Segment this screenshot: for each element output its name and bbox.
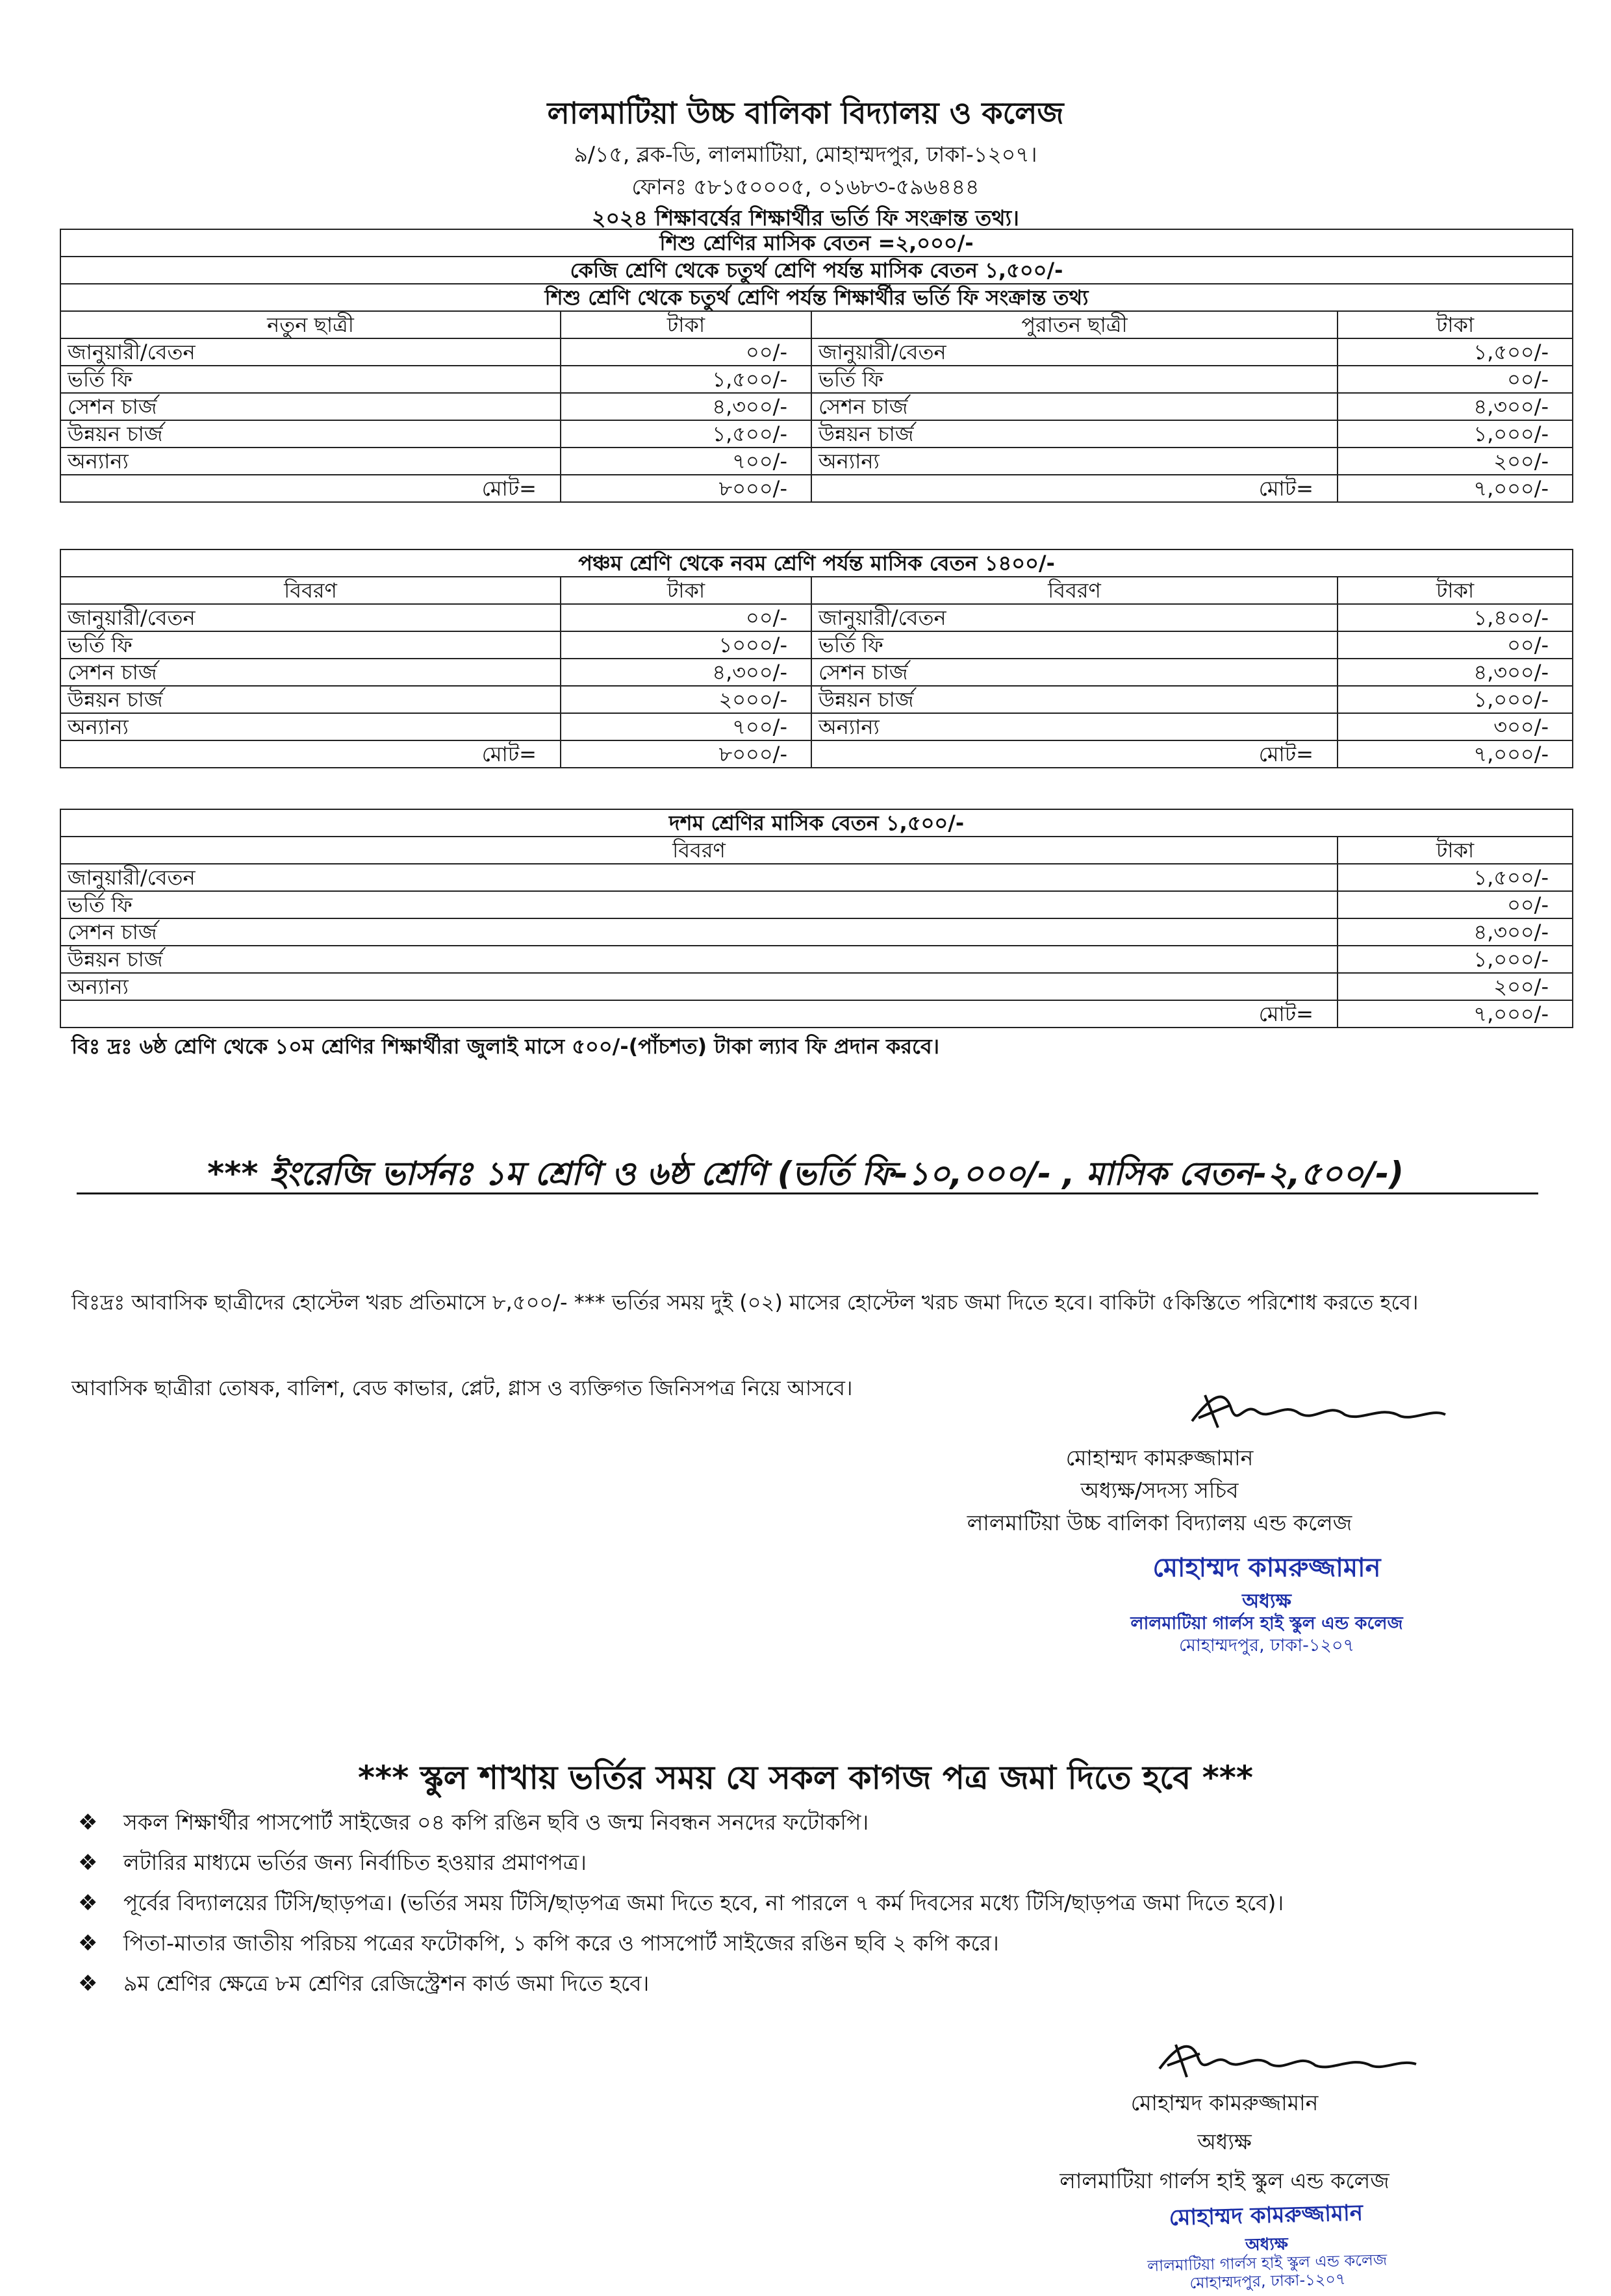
fee-amount: ০০/- (561, 604, 811, 631)
total-label: মোট= (60, 740, 561, 768)
items-note: আবাসিক ছাত্রীরা তোষক, বালিশ, বেড কাভার, প্লেট, গ্লাস ও ব্যক্তিগত জিনিসপত্র নিয়ে আসবে। (71, 1376, 853, 1400)
fee-label: জানুয়ারী/বেতন (60, 604, 561, 631)
hostel-note: বিঃদ্রঃ আবাসিক ছাত্রীদের হোস্টেল খরচ প্রতিমাসে ৮,৫০০/- *** ভর্তির সময় দুই (০২) মাসের হোস্টেল খরচ জমা দিতে হবে। বাকিটা ৫কিস্তিতে পরিশোধ করতে হবে। (71, 1290, 1419, 1315)
document-subtitle: ২০২৪ শিক্ষাবর্ষের শিক্ষার্থীর ভর্তি ফি সংক্রান্ত তথ্য। (592, 205, 1019, 231)
stamp-name: মোহাম্মদ কামরুজ্জামান (1152, 1553, 1381, 1583)
fee-label: অন্যান্য (811, 448, 1338, 475)
fee-amount: ৪,৩০০/- (1338, 918, 1573, 946)
institution-phone: ফোনঃ ৫৮১৫০০০৫, ০১৬৮৩-৫৯৬৪৪৪ (631, 174, 980, 199)
stamp-address: মোহাম্মদপুর, ঢাকা-১২০৭ (1189, 2269, 1346, 2293)
total-label: মোট= (811, 475, 1338, 502)
table-row (60, 973, 1573, 1000)
signatory-title: অধ্যক্ষ (1197, 2129, 1252, 2154)
fee-amount: ০০/- (561, 338, 811, 366)
table-total-row (60, 740, 1573, 768)
fee-label: ভর্তি ফি (60, 631, 561, 659)
fee-amount: ৭০০/- (561, 713, 811, 740)
fee-label: উন্নয়ন চার্জ (811, 420, 1338, 448)
fee-amount: ২০০০/- (561, 686, 811, 713)
institution-address: ৯/১৫, ব্লক-ডি, লালমাটিয়া, মোহাম্মদপুর, ঢাকা-১২০৭। (574, 142, 1037, 167)
table-banner: কেজি শ্রেণি থেকে চতুর্থ শ্রেণি পর্যন্ত মাসিক বেতন ১,৫০০/- (60, 257, 1573, 284)
signatory-title: অধ্যক্ষ/সদস্য সচিব (1080, 1478, 1239, 1503)
fee-label: সেশন চার্জ (60, 393, 561, 420)
list-item-text: পূর্বের বিদ্যালয়ের টিসি/ছাড়পত্র। (ভর্তির সময় টিসি/ছাড়পত্র জমা দিতে হবে, না পারলে ৭ কর্ম দিবসের মধ্যে টিসি/ছাড়পত্র জমা দিতে হবে)। (123, 1890, 1284, 1915)
fee-label: ভর্তি ফি (60, 891, 1338, 918)
column-header: টাকা (1338, 577, 1573, 604)
documents-title: *** স্কুল শাখায় ভর্তির সময় যে সকল কাগজ পত্র জমা দিতে হবে *** (357, 1759, 1254, 1797)
fee-amount: ১,০০০/- (1338, 946, 1573, 973)
stamp-title: অধ্যক্ষ (1242, 1590, 1291, 1613)
fee-table-class5-to-class9 (60, 549, 1573, 768)
column-header: বিবরণ (60, 577, 561, 604)
fee-label: জানুয়ারী/বেতন (60, 338, 561, 366)
total-amount: ৭,০০০/- (1338, 1000, 1573, 1028)
fee-table-nursery-to-class4 (60, 229, 1573, 503)
column-header: বিবরণ (60, 837, 1338, 864)
table-banner-row (60, 257, 1573, 284)
table-row (60, 366, 1573, 393)
diamond-bullet-icon: ❖ (78, 1850, 98, 1876)
fee-label: অন্যান্য (60, 973, 1338, 1000)
list-item (78, 1883, 1572, 1923)
signature-scrawl-icon (1153, 2033, 1426, 2085)
column-header: পুরাতন ছাত্রী (811, 311, 1338, 338)
column-header: বিবরণ (811, 577, 1338, 604)
fee-label: সেশন চার্জ (811, 659, 1338, 686)
signature-block-2 (900, 2084, 1549, 2201)
table-total-row (60, 475, 1573, 502)
table-header-row (60, 837, 1573, 864)
fee-amount: ৪,৩০০/- (1338, 393, 1573, 420)
fee-label: সেশন চার্জ (60, 918, 1338, 946)
stamp-address: মোহাম্মদপুর, ঢাকা-১২০৭ (1178, 1635, 1355, 1656)
table-banner: দশম শ্রেণির মাসিক বেতন ১,৫০০/- (60, 809, 1573, 837)
table-header-row (60, 577, 1573, 604)
fee-label: অন্যান্য (60, 448, 561, 475)
fee-label: অন্যান্য (811, 713, 1338, 740)
fee-label: ভর্তি ফি (811, 631, 1338, 659)
fee-label: উন্নয়ন চার্জ (60, 946, 1338, 973)
table-banner: শিশু শ্রেণির মাসিক বেতন =২,০০০/- (60, 229, 1573, 257)
table-banner: পঞ্চম শ্রেণি থেকে নবম শ্রেণি পর্যন্ত মাসিক বেতন ১৪০০/- (60, 549, 1573, 577)
table-banner-row (60, 549, 1573, 577)
fee-amount: ৪,৩০০/- (561, 659, 811, 686)
total-amount: ৭,০০০/- (1338, 740, 1573, 768)
fee-amount: ১০০০/- (561, 631, 811, 659)
signatory-org: লালমাটিয়া গার্লস হাই স্কুল এন্ড কলেজ (1059, 2168, 1389, 2193)
principal-stamp-2 (1038, 2193, 1495, 2296)
table-banner-row (60, 809, 1573, 837)
diamond-bullet-icon: ❖ (78, 1810, 98, 1836)
column-header: নতুন ছাত্রী (60, 311, 561, 338)
principal-stamp-1 (1039, 1547, 1494, 1657)
column-header: টাকা (561, 311, 811, 338)
table-row (60, 338, 1573, 366)
fee-table-class10 (60, 809, 1573, 1028)
fee-label: জানুয়ারী/বেতন (811, 338, 1338, 366)
table-row (60, 686, 1573, 713)
table-row (60, 946, 1573, 973)
list-item (78, 1923, 1572, 1963)
diamond-bullet-icon: ❖ (78, 1930, 98, 1956)
diamond-bullet-icon: ❖ (78, 1971, 98, 1997)
signatory-org: লালমাটিয়া উচ্চ বালিকা বিদ্যালয় এন্ড কলেজ (967, 1510, 1352, 1535)
fee-amount: ৭০০/- (561, 448, 811, 475)
column-header: টাকা (1338, 311, 1573, 338)
table-row (60, 659, 1573, 686)
institution-name: লালমাটিয়া উচ্চ বালিকা বিদ্যালয় ও কলেজ (547, 95, 1064, 131)
fee-label: উন্নয়ন চার্জ (60, 420, 561, 448)
table-banner-row (60, 229, 1573, 257)
english-version-note: *** ইংরেজি ভার্সনঃ ১ম শ্রেণি ও ৬ষ্ঠ শ্রেণি (ভর্তি ফি-১০,০০০/- , মাসিক বেতন-২,৫০০/-) (207, 1155, 1404, 1192)
fee-amount: ১,০০০/- (1338, 420, 1573, 448)
stamp-title: অধ্যক্ষ (1245, 2234, 1289, 2255)
list-item (78, 1802, 1572, 1843)
table-total-row (60, 1000, 1573, 1028)
stamp-name: মোহাম্মদ কামরুজ্জামান (1169, 2200, 1364, 2231)
list-item-text: পিতা-মাতার জাতীয় পরিচয় পত্রের ফটোকপি, ১ কপি করে ও পাসপোর্ট সাইজের রঙিন ছবি ২ কপি করে। (123, 1930, 999, 1956)
table-banner-row (60, 284, 1573, 311)
table-row (60, 448, 1573, 475)
total-label: মোট= (811, 740, 1338, 768)
fee-amount: ৩০০/- (1338, 713, 1573, 740)
fee-label: জানুয়ারী/বেতন (60, 864, 1338, 891)
total-label: মোট= (60, 1000, 1338, 1028)
fee-label: উন্নয়ন চার্জ (811, 686, 1338, 713)
list-item-text: সকল শিক্ষার্থীর পাসপোর্ট সাইজের ০৪ কপি রঙিন ছবি ও জন্ম নিবন্ধন সনদের ফটোকপি। (123, 1810, 869, 1835)
table-row (60, 604, 1573, 631)
fee-amount: ০০/- (1338, 631, 1573, 659)
fee-label: উন্নয়ন চার্জ (60, 686, 561, 713)
fee-amount: ১,৫০০/- (561, 420, 811, 448)
table-row (60, 864, 1573, 891)
fee-label: ভর্তি ফি (60, 366, 561, 393)
fee-label: সেশন চার্জ (60, 659, 561, 686)
total-amount: ৮০০০/- (561, 740, 811, 768)
documents-list (78, 1802, 1572, 2004)
table-row (60, 420, 1573, 448)
signatory-name: মোহাম্মদ কামরুজ্জামান (1065, 1445, 1254, 1470)
list-item (78, 1963, 1572, 2004)
table-row (60, 393, 1573, 420)
table-banner: শিশু শ্রেণি থেকে চতুর্থ শ্রেণি পর্যন্ত শিক্ষার্থীর ভর্তি ফি সংক্রান্ত তথ্য (60, 284, 1573, 311)
column-header: টাকা (1338, 837, 1573, 864)
fee-amount: ২০০/- (1338, 448, 1573, 475)
table-header-row (60, 311, 1573, 338)
list-item-text: লটারির মাধ্যমে ভর্তির জন্য নির্বাচিত হওয়ার প্রমাণপত্র। (123, 1850, 587, 1875)
fee-amount: ১,০০০/- (1338, 686, 1573, 713)
fee-amount: ১,৫০০/- (1338, 864, 1573, 891)
stamp-org: লালমাটিয়া গার্লস হাই স্কুল এন্ড কলেজ (1147, 2251, 1388, 2275)
signatory-name: মোহাম্মদ কামরুজ্জামান (1130, 2090, 1319, 2115)
stamp-org: লালমাটিয়া গার্লস হাই স্কুল এন্ড কলেজ (1130, 1613, 1403, 1634)
fee-amount: ১,৫০০/- (561, 366, 811, 393)
underline-divider (77, 1192, 1538, 1194)
table-row (60, 918, 1573, 946)
fee-amount: ০০/- (1338, 891, 1573, 918)
fee-label: সেশন চার্জ (811, 393, 1338, 420)
column-header: টাকা (561, 577, 811, 604)
fee-amount: ২০০/- (1338, 973, 1573, 1000)
fee-amount: ১,৪০০/- (1338, 604, 1573, 631)
total-amount: ৮০০০/- (561, 475, 811, 502)
list-item (78, 1843, 1572, 1883)
list-item-text: ৯ম শ্রেণির ক্ষেত্রে ৮ম শ্রেণির রেজিস্ট্রেশন কার্ড জমা দিতে হবে। (123, 1971, 650, 1996)
table-row (60, 713, 1573, 740)
table-row (60, 631, 1573, 659)
lab-fee-note: বিঃ দ্রঃ ৬ষ্ঠ শ্রেণি থেকে ১০ম শ্রেণির শিক্ষার্থীরা জুলাই মাসে ৫০০/-(পাঁচশত) টাকা ল্যাব ফি প্রদান করবে। (71, 1034, 940, 1059)
signature-scrawl-icon (1186, 1382, 1458, 1434)
signature-block-1 (835, 1442, 1484, 1539)
total-amount: ৭,০০০/- (1338, 475, 1573, 502)
total-label: মোট= (60, 475, 561, 502)
fee-amount: ৪,৩০০/- (1338, 659, 1573, 686)
fee-label: ভর্তি ফি (811, 366, 1338, 393)
fee-label: জানুয়ারী/বেতন (811, 604, 1338, 631)
table-row (60, 891, 1573, 918)
diamond-bullet-icon: ❖ (78, 1890, 98, 1916)
fee-amount: ১,৫০০/- (1338, 338, 1573, 366)
fee-label: অন্যান্য (60, 713, 561, 740)
fee-amount: ৪,৩০০/- (561, 393, 811, 420)
fee-amount: ০০/- (1338, 366, 1573, 393)
